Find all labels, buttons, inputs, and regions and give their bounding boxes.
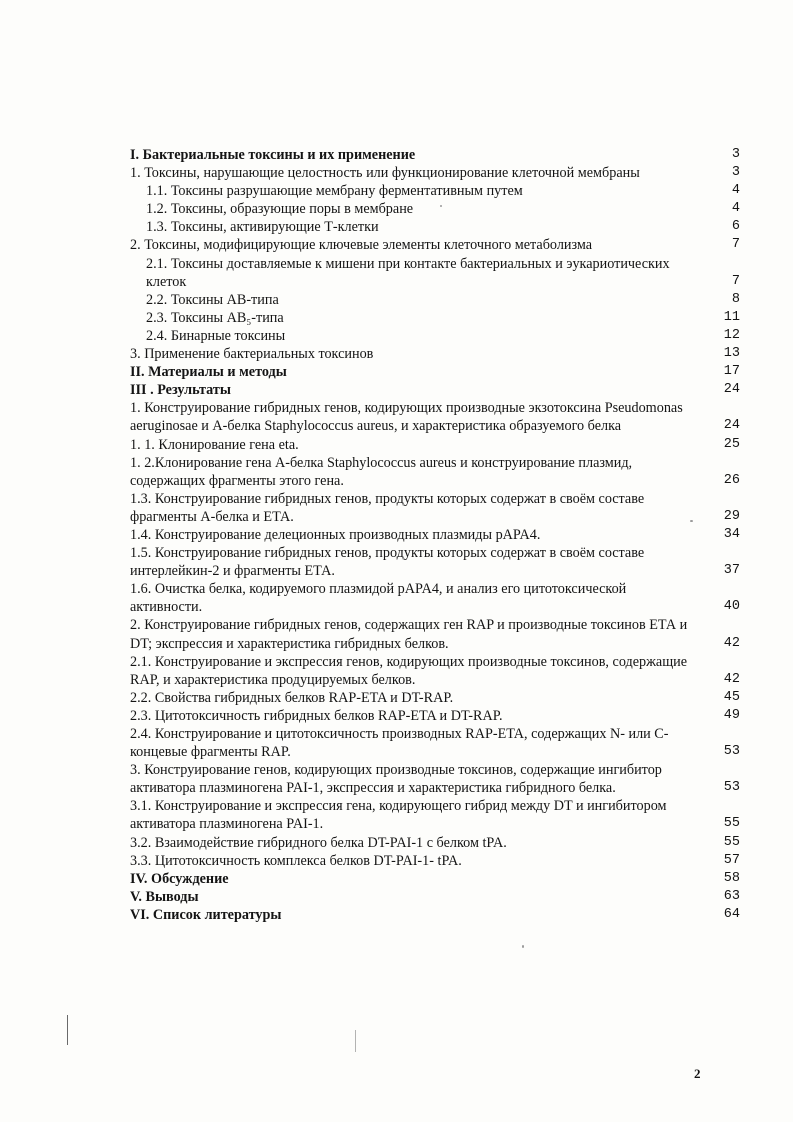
toc-entry: [130, 164, 740, 182]
toc-entry: [130, 345, 740, 363]
toc-entry: [130, 236, 740, 254]
toc-entry-page: 4: [731, 201, 740, 217]
scan-mark: [67, 1015, 68, 1045]
toc-entry-page: 45: [723, 689, 740, 705]
toc-entry-page: 34: [723, 526, 740, 542]
toc-entry-page: 4: [731, 183, 740, 199]
toc-entry: [130, 291, 740, 309]
toc-entry: [130, 218, 740, 236]
toc-entry-page: 42: [723, 635, 740, 651]
toc-entry-title: 1.3. Конструирование гибридных генов, продукты которых содержат в своём составе фрагменты А-белка и ЕТА.: [130, 490, 645, 525]
toc-entry: [130, 797, 740, 833]
toc-entry-title: III . Результаты: [130, 382, 231, 399]
toc-entry-page: 55: [723, 816, 740, 832]
toc-entry-title: 1.6. Очистка белка, кодируемого плазмидой pAPA4, и анализ его цитотоксической активности.: [130, 581, 627, 616]
toc-entry-page: 11: [723, 309, 740, 325]
toc-entry: [130, 436, 740, 454]
toc-entry: [130, 761, 740, 797]
toc-entry-page: 7: [731, 273, 740, 289]
toc-entry-page: 53: [723, 780, 740, 796]
toc-entry-title: 3.1. Конструирование и экспрессия гена, кодирующего гибрид между DT и ингибитором активатора плазминогена PAI-1.: [130, 798, 667, 833]
toc-entry-page: 3: [731, 147, 740, 162]
toc-entry-title: 2.1. Конструирование и экспрессия генов, кодирующих производные токсинов, содержащие RAP, и характеристика продуцируемых белков.: [130, 653, 688, 688]
toc-entry: [130, 580, 740, 616]
toc-entry-page: 6: [731, 219, 740, 235]
toc-entry: [130, 255, 740, 291]
toc-entry-title: 1.1. Токсины разрушающие мембрану ферментативным путем: [146, 183, 523, 200]
toc-entry-page: 37: [723, 563, 740, 579]
toc-entry-title: 2.4. Бинарные токсины: [146, 327, 286, 344]
toc-entry-title: V. Выводы: [130, 888, 199, 905]
toc-entry: [130, 309, 740, 327]
toc-entry: [130, 870, 740, 888]
toc-entry-title: 3. Конструирование генов, кодирующих производные токсинов, содержащие ингибитор активатора плазминогена PAI-1, экспрессия и характеристика гибридного белка.: [130, 762, 662, 797]
scan-speck: [522, 945, 524, 948]
toc-entry-page: 49: [723, 707, 740, 723]
toc-entry-page: 24: [723, 418, 740, 434]
toc-entry: [130, 653, 740, 689]
toc-entry-page: 7: [731, 237, 740, 253]
toc-entry-title: 2.3. Цитотоксичность гибридных белков RAP-ETA и DT-RAP.: [130, 707, 503, 724]
toc-entry-title: 1.3. Токсины, активирующие Т-клетки: [146, 219, 379, 236]
toc-entry-title: 2.4. Конструирование и цитотоксичность производных RAP-ETA, содержащих N- или С-концевые фрагменты RAP.: [130, 726, 669, 761]
toc-entry-page: 12: [723, 327, 740, 343]
toc-entry: [130, 399, 740, 435]
toc-entry: [130, 906, 740, 924]
toc-entry-title: II. Материалы и методы: [130, 364, 287, 381]
toc-entry-title: 2.2. Свойства гибридных белков RAP-ETA и DT-RAP.: [130, 689, 454, 706]
page-number: 2: [694, 1066, 701, 1081]
toc-entry: [130, 454, 740, 490]
toc-entry: [130, 888, 740, 906]
toc-entry-title: IV. Обсуждение: [130, 870, 229, 887]
toc-entry: [130, 707, 740, 725]
toc-entry-page: 29: [723, 508, 740, 524]
scan-speck: [690, 520, 693, 522]
toc-entry-title: 3.3. Цитотоксичность комплекса белков DT-PAI-1- tPA.: [130, 852, 462, 869]
toc-entry-page: 13: [723, 346, 740, 362]
toc-entry: [130, 200, 740, 218]
toc-entry-title: VI. Список литературы: [130, 906, 282, 923]
toc-entry-page: 8: [731, 291, 740, 307]
toc-entry-title: 1. Токсины, нарушающие целостность или функционирование клеточной мембраны: [130, 165, 640, 182]
toc-entry-title: 2. Конструирование гибридных генов, содержащих ген RAP и производные токсинов ЕТА и DT; экспрессия и характеристика гибридных белков.: [130, 617, 688, 652]
toc-entry-page: 57: [723, 852, 740, 868]
toc-entry-page: 55: [723, 834, 740, 850]
toc-entry-page: 25: [723, 436, 740, 452]
toc-entry-title: 1. Конструирование гибридных генов, кодирующих производные экзотоксина Pseudomonas aeruginosae и А-белка Staphylococcus aureus, и характеристика образуемого белка: [130, 400, 683, 435]
toc-entry: [130, 182, 740, 200]
toc-entry-title: 3.2. Взаимодействие гибридного белка DT-PAI-1 с белком tPA.: [130, 834, 507, 851]
toc-entry-title: 1.4. Конструирование делеционных производных плазмиды pAPA4.: [130, 526, 541, 543]
toc-entry: [130, 852, 740, 870]
toc-entry-page: 3: [731, 165, 740, 181]
toc-entry: [130, 363, 740, 381]
toc-entry: [130, 381, 740, 399]
toc-entry-page: 63: [723, 888, 740, 904]
scan-speck: [440, 205, 442, 207]
toc-entry-title: 1.5. Конструирование гибридных генов, продукты которых содержат в своём составе интерлейкин-2 и фрагменты ЕТА.: [130, 545, 645, 580]
toc-entry-title: 2.3. Токсины АВ₅-типа: [146, 309, 284, 326]
toc-entry-page: 17: [723, 364, 740, 380]
toc-entry-title: 2.2. Токсины АВ-типа: [146, 291, 279, 308]
toc-entry-page: 58: [723, 870, 740, 886]
toc-entry: [130, 146, 740, 164]
toc-entry-title: 1. 1. Клонирование гена eta.: [130, 436, 299, 453]
toc-entry-title: 2. Токсины, модифицирующие ключевые элементы клеточного метаболизма: [130, 237, 593, 254]
toc-entry-page: 53: [723, 744, 740, 760]
toc-entry: [130, 544, 740, 580]
toc-entry-page: 64: [723, 906, 740, 922]
toc-entry-page: 40: [723, 599, 740, 615]
toc-entry-title: I. Бактериальные токсины и их применение: [130, 147, 416, 163]
toc-entry: [130, 526, 740, 544]
toc-entry: [130, 490, 740, 526]
toc-entry-title: 2.1. Токсины доставляемые к мишени при контакте бактериальных и эукариотических клеток: [146, 255, 670, 290]
scan-mark: [355, 1030, 356, 1052]
table-of-contents: [130, 146, 740, 924]
toc-entry: [130, 689, 740, 707]
toc-entry-page: 24: [723, 382, 740, 398]
toc-entry: [130, 616, 740, 652]
toc-entry-page: 42: [723, 671, 740, 687]
toc-entry: [130, 834, 740, 852]
toc-entry-title: 1.2. Токсины, образующие поры в мембране: [146, 201, 414, 218]
toc-entry-page: 26: [723, 472, 740, 488]
toc-entry-title: 1. 2.Клонирование гена А-белка Staphylococcus aureus и конструирование плазмид, содержащих фрагменты этого гена.: [130, 454, 633, 489]
toc-entry: [130, 725, 740, 761]
toc-entry: [130, 327, 740, 345]
toc-entry-title: 3. Применение бактериальных токсинов: [130, 346, 374, 363]
